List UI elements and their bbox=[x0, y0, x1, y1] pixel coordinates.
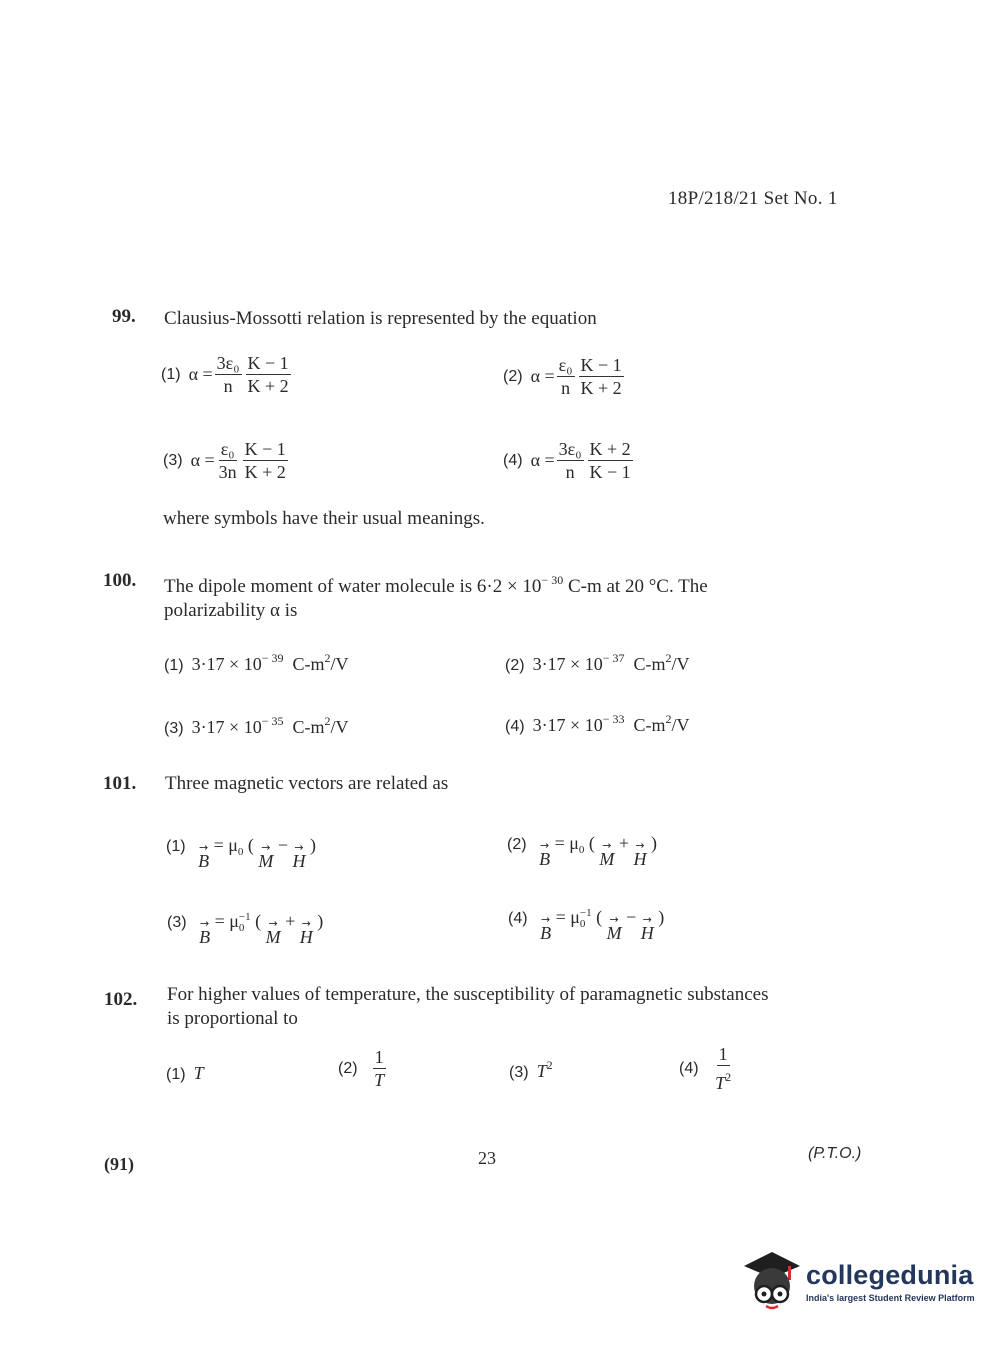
option-100-2: (2) $3\cdot 17 \times 10^{- 37}$ $C-m^2/V$ bbox=[505, 651, 690, 674]
footer-code: (91) bbox=[104, 1154, 134, 1174]
collegedunia-logo bbox=[742, 1250, 975, 1312]
paper-code: 18P/218/21 Set No. 1 bbox=[668, 188, 838, 209]
option-99-3: (3) α = $\frac{\text{ε₀}}{3n}$ $\frac{K - 1}{K + 2}$ bbox=[163, 439, 286, 482]
option-101-1: (1) → B = $\mu_0$ ( → M − → H ) bbox=[166, 835, 317, 871]
brand-tagline: India's largest Student Review Platform bbox=[806, 1292, 975, 1303]
option-102-2: (2) $\frac{1}{T}$ bbox=[338, 1047, 385, 1090]
option-101-3: (3) → B = μ −1 0 ( → M + → H ) bbox=[167, 910, 324, 947]
question-number-100: 100. bbox=[103, 570, 137, 591]
option-100-1: (1) $3\cdot 17 \times 10^{- 39}$ $C-m^2/V$ bbox=[164, 651, 349, 674]
option-100-4: (4) $3\cdot 17 \times 10^{- 33}$ $C-m^2/V$ bbox=[505, 712, 690, 735]
option-99-1: (1) α = $\frac{\text{3ε₀}}{n}$ $\frac{K - 1}{K + 2}$ bbox=[161, 353, 289, 396]
option-99-4: (4) α = $\frac{\text{3ε₀}}{n}$ $\frac{K + 2}{K - 1}$ bbox=[503, 439, 631, 482]
page-number: 23 bbox=[478, 1148, 496, 1168]
mascot-icon bbox=[742, 1250, 802, 1312]
question-text-101: Three magnetic vectors are related as bbox=[165, 773, 449, 794]
question-number-102: 102. bbox=[104, 989, 138, 1010]
question-number-99: 99. bbox=[112, 306, 136, 327]
option-100-3: (3) $3\cdot 17 \times 10^{- 35}$ $C-m^2/V$ bbox=[164, 714, 349, 737]
question-number-101: 101. bbox=[103, 773, 137, 794]
question-text-102: For higher values of temperature, the susceptibility of paramagnetic substances is proportional to bbox=[167, 984, 769, 1029]
option-99-2: (2) α = $\frac{\text{ε₀}}{n}$ $\frac{K - 1}{K + 2}$ bbox=[503, 355, 622, 398]
question-text-99: Clausius-Mossotti relation is represented by the equation bbox=[164, 308, 597, 329]
brand-name: collegedunia bbox=[806, 1259, 974, 1290]
option-102-1: (1) T bbox=[166, 1063, 204, 1083]
option-102-3: (3) $T^2$ bbox=[509, 1058, 553, 1081]
question-note-99: where symbols have their usual meanings. bbox=[163, 508, 485, 529]
option-102-4: (4) $\frac{1}{T^2}$ bbox=[679, 1044, 732, 1093]
option-101-2: (2) → B = $\mu_0$ ( → M + → H ) bbox=[507, 833, 658, 869]
pto-label: (P.T.O.) bbox=[808, 1145, 862, 1162]
option-101-4: (4) → B = μ −1 0 ( → M − → H ) bbox=[508, 906, 665, 943]
question-text-100: The dipole moment of water molecule is $6\cdot 2 \times 10^{- 30}$ C-m at 20 °C. The polarizability α is bbox=[164, 573, 708, 621]
